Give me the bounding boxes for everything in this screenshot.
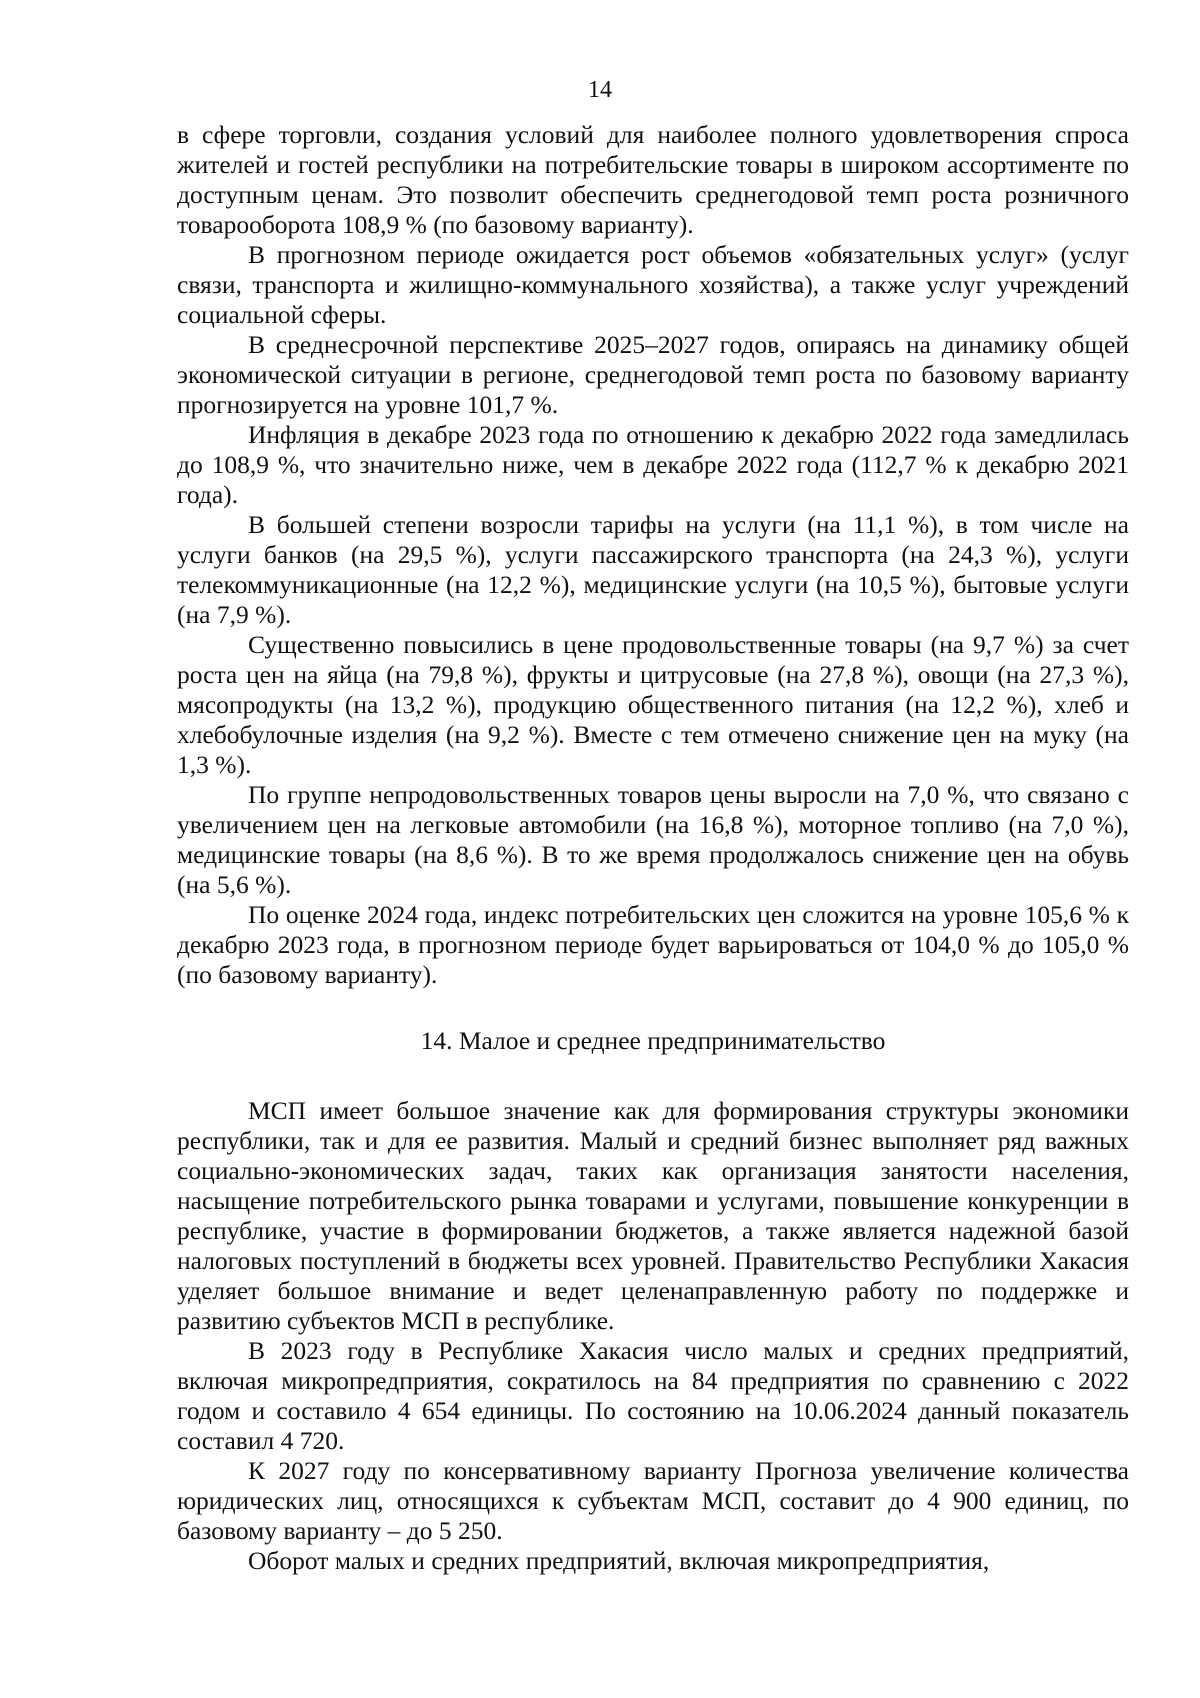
section-heading: 14. Малое и среднее предпринимательство	[420, 1026, 886, 1055]
paragraph-medium-term-growth: В среднесрочной перспективе 2025–2027 годов, опираясь на динамику общей экономической ситуации в регионе, среднегодовой темп роста по базовому варианту прогнозируется на уровне 101,7 %.	[177, 330, 1129, 419]
paragraph-nonfood-prices: По группе непродовольственных товаров цены выросли на 7,0 %, что связано с увеличением цен на легковые автомобили (на 16,8 %), моторное топливо (на 7,0 %), медицинские товары (на 8,6 %). В то же время продолжалось снижение цен на обувь (на 5,6 %).	[177, 780, 1129, 899]
paragraph-sme-importance: МСП имеет большое значение как для формирования структуры экономики республики, так и для ее развития. Малый и средний бизнес выполняет ряд важных социально-экономических задач, таких как организация занятости населения, насыщение потребительского рынка товарами и услугами, повышение конкуренции в республике, участие в формировании бюджетов, а также является надежной базой налоговых поступлений в бюджеты всех уровней. Правительство Республики Хакасия уделяет большое внимание и ведет целенаправленную работу по поддержке и развитию субъектов МСП в республике.	[177, 1096, 1129, 1335]
paragraph-sme-turnover: Оборот малых и средних предприятий, включая микропредприятия,	[248, 1546, 990, 1575]
text-block-trade-inflation	[177, 120, 1129, 990]
paragraph-sme-forecast-2027: К 2027 году по консервативному варианту Прогноза увеличение количества юридических лиц, относящихся к субъектам МСП, составит до 4 900 единиц, по базовому варианту – до 5 250.	[177, 1456, 1129, 1545]
page-number: 14	[588, 77, 612, 103]
paragraph-sme-count-2023: В 2023 году в Республике Хакасия число малых и средних предприятий, включая микропредприятия, сократилось на 84 предприятия по сравнению с 2022 годом и составило 4 654 единицы. По состоянию на 10.06.2024 данный показатель составил 4 720.	[177, 1336, 1129, 1455]
paragraph-trade-continuation: в сфере торговли, создания условий для наиболее полного удовлетворения спроса жителей и гостей республики на потребительские товары в широком ассортименте по доступным ценам. Это позволит обеспечить среднегодовой темп роста розничного товарооборота 108,9 % (по базовому варианту).	[177, 120, 1129, 239]
paragraph-mandatory-services: В прогнозном периоде ожидается рост объемов «обязательных услуг» (услуг связи, транспорта и жилищно-коммунального хозяйства), а также услуг учреждений социальной сферы.	[177, 240, 1129, 329]
text-block-sme	[177, 1096, 1129, 1576]
paragraph-service-tariffs: В большей степени возросли тарифы на услуги (на 11,1 %), в том числе на услуги банков (на 29,5 %), услуги пассажирского транспорта (на 24,3 %), услуги телекоммуникационные (на 12,2 %), медицинские услуги (на 10,5 %), бытовые услуги (на 7,9 %).	[177, 510, 1129, 629]
paragraph-food-prices: Существенно повысились в цене продовольственные товары (на 9,7 %) за счет роста цен на яйца (на 79,8 %), фрукты и цитрусовые (на 27,8 %), овощи (на 27,3 %), мясопродукты (на 13,2 %), продукцию общественного питания (на 12,2 %), хлеб и хлебобулочные изделия (на 9,2 %). Вместе с тем отмечено снижение цен на муку (на 1,3 %).	[177, 630, 1129, 779]
paragraph-cpi-forecast: По оценке 2024 года, индекс потребительских цен сложится на уровне 105,6 % к декабрю 2023 года, в прогнозном периоде будет варьироваться от 104,0 % до 105,0 % (по базовому варианту).	[177, 900, 1129, 989]
paragraph-inflation-december: Инфляция в декабре 2023 года по отношению к декабрю 2022 года замедлилась до 108,9 %, что значительно ниже, чем в декабре 2022 года (112,7 % к декабрю 2021 года).	[177, 420, 1129, 509]
